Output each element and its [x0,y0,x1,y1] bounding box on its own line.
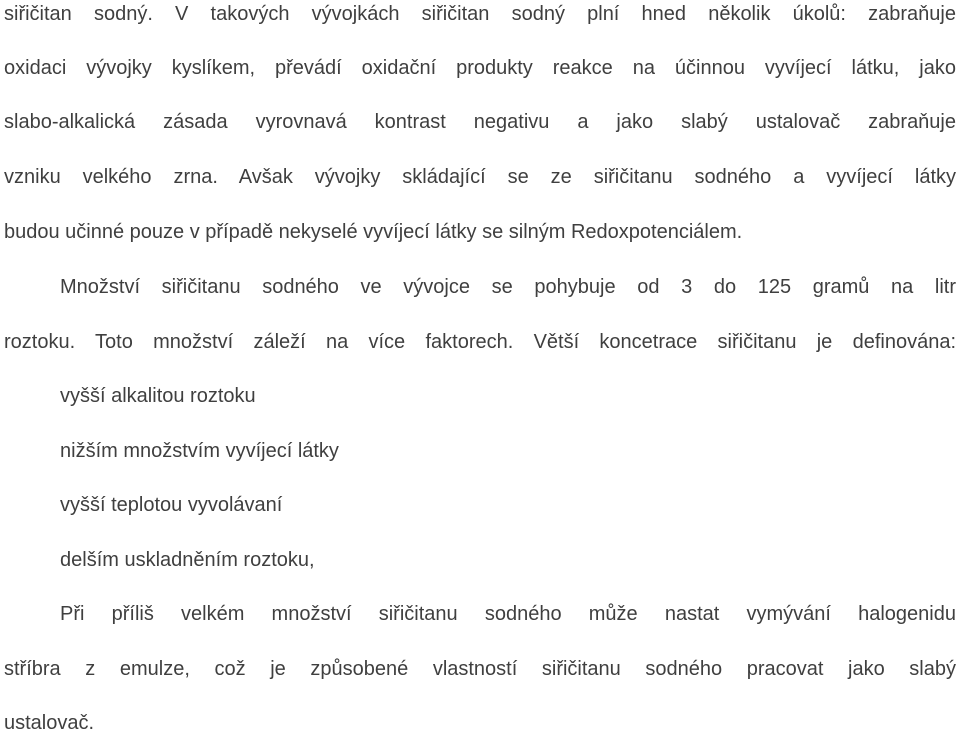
paragraph-line-6: Množství siřičitanu sodného ve vývojce se pohybuje od 3 do 125 gramů na litr [60,276,956,298]
list-item-4: delším uskladněním roztoku, [60,549,315,571]
paragraph-line-2: oxidaci vývojky kyslíkem, převádí oxidační produkty reakce na účinnou vyvíjecí látku, jako [4,57,956,79]
paragraph-line-8: Při příliš velkém množství siřičitanu sodného může nastat vymývání halogenidu [60,603,956,625]
paragraph-line-1: siřičitan sodný. V takových vývojkách siřičitan sodný plní hned několik úkolů: zabraňuje [4,3,956,25]
paragraph-line-5: budou učinné pouze v případě nekyselé vyvíjecí látky se silným Redoxpotenciálem. [4,221,743,243]
paragraph-line-9: stříbra z emulze, což je způsobené vlastností siřičitanu sodného pracovat jako slabý [4,658,956,680]
list-item-2: nižším množstvím vyvíjecí látky [60,440,339,462]
paragraph-line-4: vzniku velkého zrna. Avšak vývojky skládající se ze siřičitanu sodného a vyvíjecí látky [4,166,956,188]
paragraph-line-10: ustalovač. [4,712,95,734]
paragraph-line-3: slabo-alkalická zásada vyrovnavá kontrast negativu a jako slabý ustalovač zabraňuje [4,111,956,133]
paragraph-line-7: roztoku. Toto množství záleží na více faktorech. Větší koncetrace siřičitanu je definována: [4,331,956,353]
list-item-1: vyšší alkalitou roztoku [60,385,256,407]
list-item-3: vyšší teplotou vyvolávaní [60,494,283,516]
